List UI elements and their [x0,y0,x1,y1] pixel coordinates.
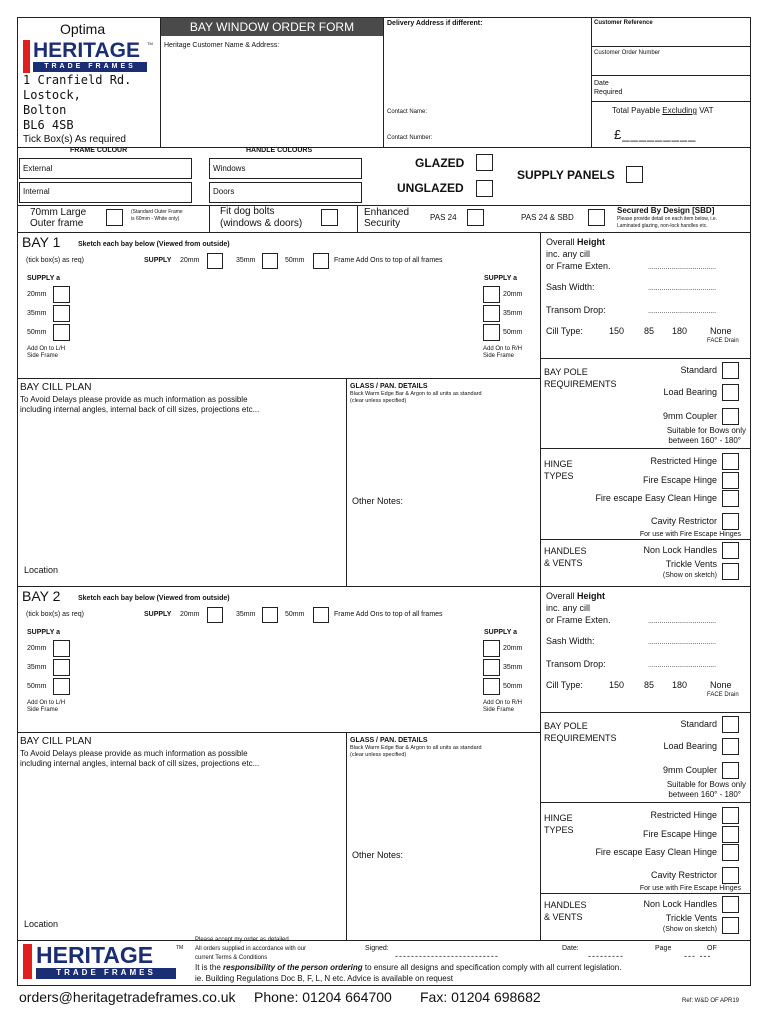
transom-drop-dots[interactable]: ................................... [648,308,717,315]
add-on-lh-2: Side Frame [27,353,59,359]
internal-label: Internal [23,187,50,196]
overall-label: Overall [546,237,575,247]
resp-bold: responsibility of the person ordering [223,963,363,972]
face-drain: FACE Drain [707,338,739,344]
bay-right-divider [540,586,541,940]
location-label: Location [24,919,59,929]
easy-clean-hinge-label: Fire escape Easy Clean Hinge [595,493,717,503]
hinge-types-2: TYPES [544,825,574,835]
face-drain: FACE Drain [707,692,739,698]
transom-drop-label: Transom Drop: [546,305,606,315]
left-20-label: 20mm [27,645,47,652]
cill-type-label: Cill Type: [546,326,583,336]
address-line-3: Bolton [23,103,67,117]
trickle-vents-label: Trickle Vents [665,559,717,569]
handles-vents-1: HANDLES [544,900,587,910]
cill-plan-note-1: To Avoid Delays please provide as much information as possible [20,395,248,404]
left-35-label: 35mm [27,310,47,317]
easy-clean-hinge-checkbox[interactable] [722,844,739,861]
right-20mm-checkbox[interactable] [483,640,500,657]
right-35-label: 35mm [503,310,523,317]
trickle-vents-checkbox[interactable] [722,917,739,934]
total-payable-prefix: Total Payable [612,106,661,115]
external-label: External [23,164,53,173]
bay-pole-2: REQUIREMENTS [544,379,617,389]
fit-dog-bolts-checkbox[interactable] [321,209,338,226]
hinge-top-line [540,802,751,803]
non-lock-handles-label: Non Lock Handles [643,545,717,555]
cill-none[interactable]: None [710,680,732,690]
bows-note-1: Suitable for Bows only [666,780,746,789]
windows-label: Windows [213,164,246,173]
contact-number-label: Contact Number: [387,135,433,141]
cill-plan-note-2: including internal angles, internal back of cill sizes, projections etc... [20,759,260,768]
frame-addons-label: Frame Add Ons to top of all frames [334,257,443,264]
fit-dog-bolts-2: (windows & doors) [220,218,303,229]
hinge-top-line [540,448,751,449]
frame-addons-label: Frame Add Ons to top of all frames [334,611,443,618]
right-50-label: 50mm [503,329,523,336]
right-35-label: 35mm [503,664,523,671]
footer-ref: Ref: W&D OF APR19 [682,998,740,1004]
cavity-restrictor-label: Cavity Restrictor [650,870,717,880]
sketch-note: Sketch each bay below (Viewed from outside) [78,241,230,248]
bay-section-1 [0,232,770,586]
size-50-label: 50mm [285,611,305,618]
other-notes-label: Other Notes: [352,850,404,860]
left-35-label: 35mm [27,664,47,671]
bows-note-2: between 160° - 180° [668,790,741,799]
handles-vents-1: HANDLES [544,546,587,556]
height-label: Height [577,591,606,601]
restricted-hinge-label: Restricted Hinge [650,810,717,820]
standard-label: Standard [680,365,717,375]
transom-drop-dots[interactable]: ................................... [648,662,717,669]
page-label: Page [655,945,672,952]
supply-35mm-checkbox[interactable] [262,253,278,269]
cill-divider [346,732,347,940]
bay-title: BAY 1 [22,234,61,250]
supply-panels-checkbox[interactable] [626,166,643,183]
address-line-1: 1 Cranfield Rd. [23,73,132,87]
pole-top-line [540,712,751,713]
cill-85[interactable]: 85 [644,326,655,336]
coupler-checkbox[interactable] [722,408,739,425]
outer-frame-checkbox[interactable] [106,209,123,226]
right-35mm-checkbox[interactable] [483,659,500,676]
load-bearing-checkbox[interactable] [722,384,739,401]
location-label: Location [24,565,59,575]
cill-85[interactable]: 85 [644,680,655,690]
sash-width-label: Sash Width: [546,282,595,292]
height-label: Height [577,237,606,247]
heritage-logo-footer [23,944,193,980]
contact-name-label: Contact Name: [387,109,428,115]
glass-note-1: Black Warm Edge Bar & Argon to all units as standard [350,745,482,751]
add-on-lh-1: Add On to L/H [27,346,66,352]
cill-150[interactable]: 150 [609,326,625,336]
right-35mm-checkbox[interactable] [483,305,500,322]
total-payable-value[interactable]: £_________ [614,127,697,142]
pas24sbd-checkbox[interactable] [588,209,605,226]
cavity-restrictor-checkbox[interactable] [722,867,739,884]
supply-a-right: SUPPLY a [484,629,518,636]
non-lock-handles-label: Non Lock Handles [643,899,717,909]
sbd-note-1: Please provide detail on each item below, i.e. [617,216,718,222]
handles-top-line [540,539,751,540]
supply-35mm-checkbox[interactable] [262,607,278,623]
supply-a-left: SUPPLY a [27,275,61,282]
load-bearing-checkbox[interactable] [722,738,739,755]
accept-line-2: All orders supplied in accordance with our [195,946,307,952]
logo-strip: TRADE FRAMES [33,62,147,72]
supply-label: SUPPLY [144,257,172,264]
supply-a-left: SUPPLY a [27,629,61,636]
sash-width-dots[interactable]: ................................... [648,639,717,646]
standard-checkbox[interactable] [722,716,739,733]
date-required-label-1: Date [594,80,609,87]
signed-label: Signed: [365,945,389,952]
sash-width-dots[interactable]: ................................... [648,285,717,292]
fire-escape-hinge-checkbox[interactable] [722,472,739,489]
accept-line-3: current Terms & Conditions [195,955,268,961]
resp-prefix: It is the [195,963,221,972]
size-50-label: 50mm [285,257,305,264]
size-35-label: 35mm [236,257,256,264]
other-notes-label: Other Notes: [352,496,404,506]
overall-height-2: inc. any cill [546,249,591,259]
right-50mm-checkbox[interactable] [483,678,500,695]
size-20-label: 20mm [180,257,200,264]
supply-label: SUPPLY [144,611,172,618]
standard-checkbox[interactable] [722,362,739,379]
cavity-restrictor-label: Cavity Restrictor [650,516,717,526]
cavity-note: For use with Fire Escape Hinges [639,531,741,538]
signed-line[interactable]: -------------------------- [395,951,499,961]
glazed-label: GLAZED [415,156,465,170]
glazed-checkbox[interactable] [476,154,493,171]
header-line-ref [591,46,751,47]
bay-bottom-line [17,940,751,941]
cavity-restrictor-checkbox[interactable] [722,513,739,530]
handles-vents-2: & VENTS [544,912,583,922]
easy-clean-hinge-checkbox[interactable] [722,490,739,507]
outer-frame-note-1: (Standard Outer Frame [131,209,183,215]
left-20mm-checkbox[interactable] [53,286,70,303]
logo-tm: TM [147,41,153,46]
glass-title: GLASS / PAN. DETAILS [350,383,428,390]
show-on-sketch: (Show on sketch) [662,572,717,579]
trickle-vents-label: Trickle Vents [665,913,717,923]
outer-frame-label-2: Outer frame [30,218,84,229]
outer-frame-label-1: 70mm Large [30,207,87,218]
right-50mm-checkbox[interactable] [483,324,500,341]
load-bearing-label: Load Bearing [663,387,717,397]
frame-top [17,17,751,18]
size-20-label: 20mm [180,611,200,618]
cavity-note: For use with Fire Escape Hinges [639,885,741,892]
bows-note-2: between 160° - 180° [668,436,741,445]
glass-note-1: Black Warm Edge Bar & Argon to all units as standard [350,391,482,397]
date-required-label-2: Required [594,89,623,96]
add-on-rh-1: Add On to R/H [483,346,523,352]
add-on-rh-2: Side Frame [483,707,515,713]
logo-word: HERITAGE [33,39,140,62]
add-on-rh-2: Side Frame [483,353,515,359]
cill-divider [346,378,347,586]
header-divider-3 [591,17,592,147]
footer-logo-strip: TRADE FRAMES [36,968,176,979]
left-35mm-checkbox[interactable] [53,659,70,676]
overall-height-dots[interactable]: ................................... [648,618,717,625]
overall-height-3: or Frame Exten. [546,261,611,271]
bay-pole-2: REQUIREMENTS [544,733,617,743]
brand-optima: Optima [60,21,106,37]
frame-colour-label: FRAME COLOUR [70,147,128,154]
delivery-label: Delivery Address if different: [387,20,483,27]
left-50-label: 50mm [27,683,47,690]
customer-reference-label: Customer Reference [594,20,653,26]
supply-50mm-checkbox[interactable] [313,607,329,623]
sketch-bottom-line [17,732,540,733]
add-on-rh-1: Add On to R/H [483,700,523,706]
left-50mm-checkbox[interactable] [53,324,70,341]
sketch-bottom-line [17,378,540,379]
standard-label: Standard [680,719,717,729]
add-on-lh-1: Add On to L/H [27,700,66,706]
non-lock-handles-checkbox[interactable] [722,896,739,913]
unglazed-checkbox[interactable] [476,180,493,197]
bows-note-1: Suitable for Bows only [666,426,746,435]
address-line-2: Lostock, [23,88,81,102]
resp-suffix: to ensure all designs and specification comply with all current legislation. [364,963,622,972]
regs-line: ie. Building Regulations Doc B, F, L, N etc. Advice is available on request [195,974,453,983]
glass-title: GLASS / PAN. DETAILS [350,737,428,744]
cill-plan-note-2: including internal angles, internal back of cill sizes, projections etc... [20,405,260,414]
glass-note-2: (clear unless specified) [350,398,407,404]
options-div-1 [209,205,210,232]
handles-vents-2: & VENTS [544,558,583,568]
cill-none[interactable]: None [710,326,732,336]
bay-pole-1: BAY POLE [544,367,588,377]
unglazed-label: UNGLAZED [397,181,464,195]
handle-colours-label: HANDLE COLOURS [246,147,313,154]
overall-height-2: inc. any cill [546,603,591,613]
pole-top-line [540,358,751,359]
non-lock-handles-checkbox[interactable] [722,542,739,559]
handles-top-line [540,893,751,894]
left-50mm-checkbox[interactable] [53,678,70,695]
address-line-4: BL6 4SB [23,118,74,132]
supply-50mm-checkbox[interactable] [313,253,329,269]
hinge-types-1: HINGE [544,459,573,469]
supply-20mm-checkbox[interactable] [207,253,223,269]
fit-dog-bolts-1: Fit dog bolts [220,206,275,217]
cill-plan-note-1: To Avoid Delays please provide as much information as possible [20,749,248,758]
coupler-label: 9mm Coupler [662,765,717,775]
footer-logo-word: HERITAGE [36,942,154,968]
pas24-checkbox[interactable] [467,209,484,226]
outer-frame-note-2: is 60mm - White only) [131,216,180,222]
doors-label: Doors [213,187,235,196]
restricted-hinge-label: Restricted Hinge [650,456,717,466]
header-line-order [591,75,751,76]
customer-name-label: Heritage Customer Name & Address: [164,42,280,49]
supply-a-right: SUPPLY a [484,275,518,282]
heritage-logo [23,40,153,74]
overall-height-3: or Frame Exten. [546,615,611,625]
fire-escape-hinge-label: Fire Escape Hinge [642,475,717,485]
left-50-label: 50mm [27,329,47,336]
show-on-sketch: (Show on sketch) [662,926,717,933]
fire-escape-hinge-label: Fire Escape Hinge [642,829,717,839]
accept-line-1: Please accept my order as detailed. [195,937,291,943]
footer-fax: Fax: 01204 698682 [420,989,541,1005]
tick-box-note: Tick Box(s) As required [23,134,126,145]
bay-section-2 [0,586,770,940]
supply-20mm-checkbox[interactable] [207,607,223,623]
page-of-label: OF [707,945,717,952]
right-50-label: 50mm [503,683,523,690]
date-label: Date: [562,945,579,952]
cill-150[interactable]: 150 [609,680,625,690]
glass-note-2: (clear unless specified) [350,752,407,758]
supply-panels-label: SUPPLY PANELS [517,168,615,182]
right-20-label: 20mm [503,645,523,652]
hinge-types-1: HINGE [544,813,573,823]
left-35mm-checkbox[interactable] [53,305,70,322]
tick-note: (tick box(s) as req) [26,257,84,264]
footer-logo-red-bar [23,944,32,979]
enhanced-security-2: Security [364,218,401,229]
pas24-label: PAS 24 [430,213,457,222]
enhanced-security-1: Enhanced [364,207,410,218]
left-20-label: 20mm [27,291,47,298]
total-payable-excl: Excluding [662,106,697,115]
size-35-label: 35mm [236,611,256,618]
right-20-label: 20mm [503,291,523,298]
restricted-hinge-checkbox[interactable] [722,807,739,824]
footer-phone: Phone: 01204 664700 [254,989,392,1005]
right-20mm-checkbox[interactable] [483,286,500,303]
header-line-date [591,101,751,102]
restricted-hinge-checkbox[interactable] [722,453,739,470]
footer-email[interactable]: orders@heritagetradeframes.co.uk [19,989,236,1005]
total-payable-suffix: VAT [699,106,714,115]
cill-plan-title: BAY CILL PLAN [20,736,92,747]
add-on-lh-2: Side Frame [27,707,59,713]
footer-logo-tm: TM [176,945,184,951]
overall-height-1 [546,592,605,601]
customer-order-number-label: Customer Order Number [594,50,661,56]
tick-note: (tick box(s) as req) [26,611,84,618]
cill-plan-title: BAY CILL PLAN [20,382,92,393]
responsibility-line [195,964,621,972]
left-20mm-checkbox[interactable] [53,640,70,657]
coupler-checkbox[interactable] [722,762,739,779]
bay-pole-1: BAY POLE [544,721,588,731]
bay-right-divider [540,232,541,586]
load-bearing-label: Load Bearing [663,741,717,751]
date-line[interactable]: --------- [588,951,624,961]
bay-title: BAY 2 [22,588,61,604]
cill-180[interactable]: 180 [672,680,688,690]
sketch-note: Sketch each bay below (Viewed from outside) [78,595,230,602]
overall-label: Overall [546,591,575,601]
transom-drop-label: Transom Drop: [546,659,606,669]
logo-red-bar [23,40,30,73]
footer-line [17,985,751,986]
total-payable-label [612,107,714,115]
overall-height-dots[interactable]: ................................... [648,264,717,271]
sash-width-label: Sash Width: [546,636,595,646]
fire-escape-hinge-checkbox[interactable] [722,826,739,843]
sbd-title: Secured By Design [SBD] [617,206,715,215]
header-divider-2 [383,17,384,147]
page-line[interactable]: --- --- [684,951,712,961]
cill-type-label: Cill Type: [546,680,583,690]
header-divider-1 [160,17,161,147]
form-title: BAY WINDOW ORDER FORM [161,18,383,36]
sbd-note-2: Laminated glazing, non-lock handles etc. [617,223,708,229]
overall-height-1 [546,238,605,247]
options-div-2 [357,205,358,232]
easy-clean-hinge-label: Fire escape Easy Clean Hinge [595,847,717,857]
coupler-label: 9mm Coupler [662,411,717,421]
trickle-vents-checkbox[interactable] [722,563,739,580]
pas24sbd-label: PAS 24 & SBD [521,213,574,222]
cill-180[interactable]: 180 [672,326,688,336]
hinge-types-2: TYPES [544,471,574,481]
